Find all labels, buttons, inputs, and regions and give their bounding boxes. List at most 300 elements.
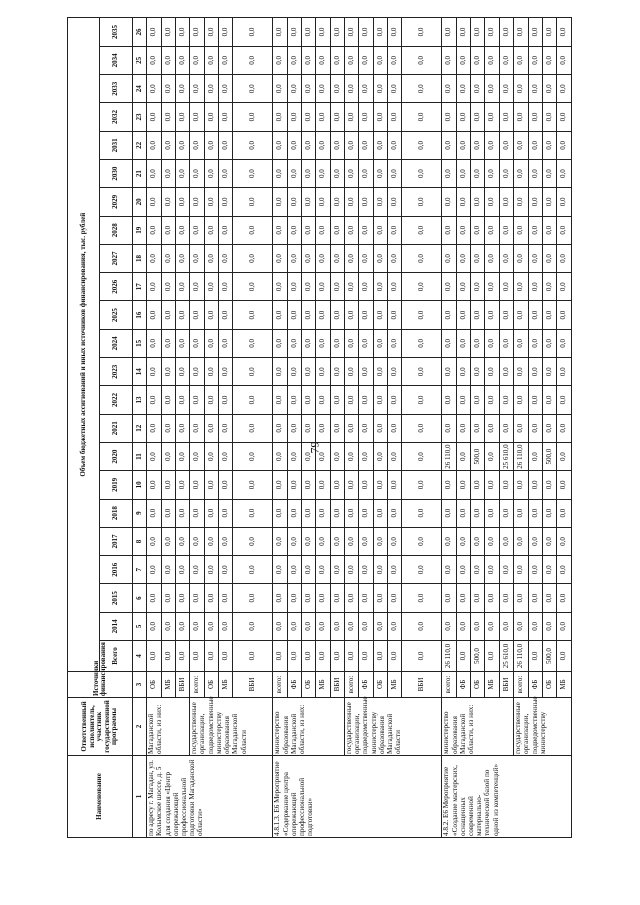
value-cell: 0,0 bbox=[345, 75, 359, 103]
value-cell: 0,0 bbox=[273, 386, 287, 414]
value-cell: 0,0 bbox=[287, 414, 301, 442]
value-cell: 0,0 bbox=[471, 358, 485, 386]
value-cell: 0,0 bbox=[161, 414, 175, 442]
value-cell: 0,0 bbox=[442, 556, 456, 584]
value-cell: 0,0 bbox=[388, 471, 402, 499]
value-cell: 0,0 bbox=[373, 301, 387, 329]
value-cell: 0,0 bbox=[442, 273, 456, 301]
value-cell: 0,0 bbox=[218, 159, 232, 187]
value-cell: 26 110,0 bbox=[514, 442, 528, 470]
value-cell: 0,0 bbox=[345, 301, 359, 329]
value-cell: 0,0 bbox=[402, 273, 442, 301]
value-cell: 0,0 bbox=[388, 556, 402, 584]
value-cell: 0,0 bbox=[345, 46, 359, 74]
value-cell: 0,0 bbox=[359, 442, 373, 470]
value-cell: 0,0 bbox=[330, 18, 344, 47]
value-cell: 0,0 bbox=[528, 131, 542, 159]
year-header-2027: 2027 bbox=[100, 244, 132, 272]
value-cell: 0,0 bbox=[161, 499, 175, 527]
value-cell: 0,0 bbox=[456, 556, 470, 584]
value-cell: 0,0 bbox=[402, 527, 442, 555]
value-cell: 0,0 bbox=[528, 527, 542, 555]
column-number: 13 bbox=[132, 386, 146, 414]
value-cell: 0,0 bbox=[528, 188, 542, 216]
value-cell: 26 110,0 bbox=[442, 641, 456, 672]
value-cell: 0,0 bbox=[273, 301, 287, 329]
value-cell: 0,0 bbox=[175, 584, 189, 612]
value-cell: 0,0 bbox=[528, 329, 542, 357]
value-cell: 0,0 bbox=[528, 159, 542, 187]
year-header-2021: 2021 bbox=[100, 414, 132, 442]
year-header-2029: 2029 bbox=[100, 188, 132, 216]
value-cell: 0,0 bbox=[373, 46, 387, 74]
value-cell: 0,0 bbox=[456, 471, 470, 499]
value-cell: 0,0 bbox=[147, 301, 161, 329]
value-cell: 0,0 bbox=[316, 556, 330, 584]
executor: государственные организации, подведомственные министерству образования Магаданской области bbox=[190, 698, 273, 756]
value-cell: 0,0 bbox=[204, 159, 218, 187]
value-cell: 0,0 bbox=[514, 131, 528, 159]
value-cell: 0,0 bbox=[233, 442, 273, 470]
year-header-2019: 2019 bbox=[100, 471, 132, 499]
year-header-2035: 2035 bbox=[100, 18, 132, 47]
value-cell: 0,0 bbox=[147, 159, 161, 187]
value-cell: 0,0 bbox=[161, 103, 175, 131]
value-cell: 0,0 bbox=[499, 556, 513, 584]
value-cell: 0,0 bbox=[273, 216, 287, 244]
value-cell: 0,0 bbox=[345, 584, 359, 612]
value-cell: 0,0 bbox=[345, 612, 359, 640]
value-cell: 0,0 bbox=[147, 131, 161, 159]
executor: государственные организации, подведомственные министерству образования Магаданской области bbox=[345, 698, 442, 756]
value-cell: 0,0 bbox=[456, 18, 470, 47]
value-cell: 0,0 bbox=[499, 301, 513, 329]
value-cell: 0,0 bbox=[456, 46, 470, 74]
value-cell: 0,0 bbox=[175, 442, 189, 470]
value-cell: 0,0 bbox=[359, 301, 373, 329]
value-cell: 0,0 bbox=[287, 188, 301, 216]
value-cell: 0,0 bbox=[345, 556, 359, 584]
value-cell: 0,0 bbox=[218, 244, 232, 272]
funding-source: МБ bbox=[388, 672, 402, 698]
value-cell: 0,0 bbox=[287, 556, 301, 584]
value-cell: 0,0 bbox=[402, 414, 442, 442]
value-cell: 0,0 bbox=[542, 556, 556, 584]
value-cell: 0,0 bbox=[316, 18, 330, 47]
value-cell: 0,0 bbox=[485, 414, 499, 442]
value-cell: 0,0 bbox=[233, 584, 273, 612]
value-cell: 0,0 bbox=[528, 244, 542, 272]
value-cell: 0,0 bbox=[456, 329, 470, 357]
value-cell: 0,0 bbox=[190, 131, 204, 159]
value-cell: 0,0 bbox=[373, 103, 387, 131]
finance-table-rotated bbox=[67, 18, 572, 838]
value-cell: 0,0 bbox=[161, 442, 175, 470]
value-cell: 0,0 bbox=[233, 244, 273, 272]
value-cell: 0,0 bbox=[402, 471, 442, 499]
value-cell: 0,0 bbox=[204, 471, 218, 499]
value-cell: 0,0 bbox=[190, 471, 204, 499]
funding-source: ОБ bbox=[471, 672, 485, 698]
value-cell: 0,0 bbox=[388, 386, 402, 414]
value-cell: 0,0 bbox=[373, 442, 387, 470]
value-cell: 0,0 bbox=[273, 103, 287, 131]
value-cell: 0,0 bbox=[514, 159, 528, 187]
value-cell: 0,0 bbox=[388, 358, 402, 386]
value-cell: 0,0 bbox=[528, 641, 542, 672]
value-cell: 0,0 bbox=[287, 244, 301, 272]
value-cell: 0,0 bbox=[471, 499, 485, 527]
column-number: 11 bbox=[132, 442, 146, 470]
value-cell: 0,0 bbox=[316, 641, 330, 672]
value-cell: 0,0 bbox=[359, 499, 373, 527]
value-cell: 0,0 bbox=[218, 499, 232, 527]
value-cell: 0,0 bbox=[190, 216, 204, 244]
value-cell: 0,0 bbox=[528, 612, 542, 640]
funding-source: ОБ bbox=[147, 672, 161, 698]
value-cell: 0,0 bbox=[542, 358, 556, 386]
value-cell: 0,0 bbox=[499, 18, 513, 47]
value-cell: 0,0 bbox=[190, 414, 204, 442]
value-cell: 0,0 bbox=[161, 527, 175, 555]
funding-source: МБ bbox=[218, 672, 232, 698]
value-cell: 0,0 bbox=[485, 386, 499, 414]
value-cell: 0,0 bbox=[542, 612, 556, 640]
value-cell: 0,0 bbox=[557, 18, 572, 47]
value-cell: 0,0 bbox=[302, 612, 316, 640]
value-cell: 0,0 bbox=[499, 159, 513, 187]
value-cell: 0,0 bbox=[161, 216, 175, 244]
value-cell: 0,0 bbox=[330, 301, 344, 329]
column-number: 17 bbox=[132, 273, 146, 301]
value-cell: 0,0 bbox=[273, 442, 287, 470]
value-cell: 0,0 bbox=[345, 499, 359, 527]
value-cell: 0,0 bbox=[233, 386, 273, 414]
value-cell: 0,0 bbox=[218, 103, 232, 131]
item-name: по адресу г. Магадан, ул. Колымское шоссе, д. 5 для создания «Центр опережающей профессиональной подготовки Магаданской области» bbox=[147, 756, 273, 838]
value-cell: 0,0 bbox=[147, 527, 161, 555]
value-cell: 0,0 bbox=[471, 471, 485, 499]
value-cell: 0,0 bbox=[161, 301, 175, 329]
value-cell: 0,0 bbox=[330, 499, 344, 527]
value-cell: 0,0 bbox=[528, 18, 542, 47]
header-funding-group: Объем бюджетных ассигнований и иных источников финансирования, тыс. рублей bbox=[68, 18, 100, 672]
value-cell: 0,0 bbox=[388, 329, 402, 357]
value-cell: 0,0 bbox=[330, 442, 344, 470]
value-cell: 0,0 bbox=[373, 386, 387, 414]
value-cell: 0,0 bbox=[557, 216, 572, 244]
value-cell: 0,0 bbox=[330, 584, 344, 612]
column-number: 22 bbox=[132, 131, 146, 159]
column-number: 1 bbox=[132, 756, 146, 838]
value-cell: 0,0 bbox=[218, 584, 232, 612]
value-cell: 0,0 bbox=[402, 442, 442, 470]
value-cell: 0,0 bbox=[514, 46, 528, 74]
value-cell: 0,0 bbox=[514, 273, 528, 301]
value-cell: 0,0 bbox=[471, 556, 485, 584]
value-cell: 0,0 bbox=[330, 527, 344, 555]
value-cell: 0,0 bbox=[499, 46, 513, 74]
value-cell: 0,0 bbox=[557, 584, 572, 612]
year-header-2022: 2022 bbox=[100, 386, 132, 414]
value-cell: 0,0 bbox=[190, 18, 204, 47]
column-number: 26 bbox=[132, 18, 146, 47]
value-cell: 0,0 bbox=[302, 18, 316, 47]
value-cell: 0,0 bbox=[542, 301, 556, 329]
year-header-2018: 2018 bbox=[100, 499, 132, 527]
value-cell: 0,0 bbox=[359, 527, 373, 555]
value-cell: 0,0 bbox=[316, 584, 330, 612]
value-cell: 0,0 bbox=[273, 18, 287, 47]
value-cell: 0,0 bbox=[471, 216, 485, 244]
value-cell: 0,0 bbox=[302, 386, 316, 414]
funding-source: ФБ bbox=[287, 672, 301, 698]
value-cell: 0,0 bbox=[345, 414, 359, 442]
value-cell: 0,0 bbox=[471, 386, 485, 414]
value-cell: 0,0 bbox=[499, 188, 513, 216]
value-cell: 0,0 bbox=[218, 273, 232, 301]
value-cell: 0,0 bbox=[373, 244, 387, 272]
value-cell: 0,0 bbox=[175, 273, 189, 301]
value-cell: 0,0 bbox=[373, 358, 387, 386]
value-cell: 0,0 bbox=[287, 612, 301, 640]
value-cell: 0,0 bbox=[316, 527, 330, 555]
value-cell: 0,0 bbox=[442, 244, 456, 272]
value-cell: 0,0 bbox=[514, 471, 528, 499]
funding-source: ФБ bbox=[456, 672, 470, 698]
value-cell: 0,0 bbox=[302, 584, 316, 612]
value-cell: 0,0 bbox=[190, 527, 204, 555]
value-cell: 0,0 bbox=[442, 329, 456, 357]
item-name: 4.8.2. Е6 Мероприятие «Создание мастерских, оснащенных современной материально-технической базой по одной из компетенций» bbox=[442, 756, 572, 838]
value-cell: 0,0 bbox=[557, 471, 572, 499]
value-cell: 0,0 bbox=[273, 131, 287, 159]
value-cell: 0,0 bbox=[485, 273, 499, 301]
value-cell: 0,0 bbox=[273, 159, 287, 187]
funding-source: МБ bbox=[557, 672, 572, 698]
value-cell: 0,0 bbox=[402, 216, 442, 244]
value-cell: 0,0 bbox=[204, 414, 218, 442]
value-cell: 0,0 bbox=[302, 358, 316, 386]
value-cell: 0,0 bbox=[442, 499, 456, 527]
value-cell: 0,0 bbox=[175, 46, 189, 74]
value-cell: 0,0 bbox=[233, 329, 273, 357]
value-cell: 0,0 bbox=[471, 75, 485, 103]
value-cell: 0,0 bbox=[287, 329, 301, 357]
value-cell: 0,0 bbox=[542, 414, 556, 442]
value-cell: 0,0 bbox=[499, 386, 513, 414]
value-cell: 0,0 bbox=[175, 499, 189, 527]
year-header-2015: 2015 bbox=[100, 584, 132, 612]
value-cell: 0,0 bbox=[373, 329, 387, 357]
value-cell: 0,0 bbox=[471, 527, 485, 555]
value-cell: 26 110,0 bbox=[442, 442, 456, 470]
value-cell: 0,0 bbox=[316, 499, 330, 527]
value-cell: 0,0 bbox=[514, 329, 528, 357]
table-row bbox=[442, 18, 456, 838]
value-cell: 0,0 bbox=[233, 159, 273, 187]
value-cell: 0,0 bbox=[456, 188, 470, 216]
value-cell: 0,0 bbox=[456, 216, 470, 244]
value-cell: 0,0 bbox=[485, 527, 499, 555]
value-cell: 0,0 bbox=[147, 216, 161, 244]
value-cell: 0,0 bbox=[542, 75, 556, 103]
value-cell: 0,0 bbox=[204, 131, 218, 159]
value-cell: 0,0 bbox=[514, 527, 528, 555]
value-cell: 0,0 bbox=[542, 188, 556, 216]
column-number: 7 bbox=[132, 556, 146, 584]
funding-source: ВБИ bbox=[499, 672, 513, 698]
value-cell: 0,0 bbox=[287, 471, 301, 499]
value-cell: 0,0 bbox=[233, 556, 273, 584]
funding-source: МБ bbox=[485, 672, 499, 698]
value-cell: 0,0 bbox=[359, 103, 373, 131]
value-cell: 0,0 bbox=[402, 358, 442, 386]
value-cell: 0,0 bbox=[373, 556, 387, 584]
value-cell: 0,0 bbox=[316, 131, 330, 159]
value-cell: 0,0 bbox=[456, 159, 470, 187]
value-cell: 0,0 bbox=[388, 131, 402, 159]
value-cell: 0,0 bbox=[471, 329, 485, 357]
value-cell: 0,0 bbox=[373, 641, 387, 672]
value-cell: 0,0 bbox=[528, 442, 542, 470]
value-cell: 0,0 bbox=[373, 499, 387, 527]
column-number: 4 bbox=[132, 641, 146, 672]
funding-source: ОБ bbox=[302, 672, 316, 698]
value-cell: 0,0 bbox=[373, 75, 387, 103]
value-cell: 0,0 bbox=[218, 301, 232, 329]
table-header-row bbox=[68, 18, 100, 838]
value-cell: 0,0 bbox=[388, 301, 402, 329]
value-cell: 0,0 bbox=[147, 584, 161, 612]
value-cell: 0,0 bbox=[557, 527, 572, 555]
value-cell: 0,0 bbox=[514, 75, 528, 103]
value-cell: 0,0 bbox=[190, 641, 204, 672]
value-cell: 0,0 bbox=[485, 301, 499, 329]
value-cell: 0,0 bbox=[273, 499, 287, 527]
value-cell: 0,0 bbox=[190, 499, 204, 527]
value-cell: 0,0 bbox=[161, 131, 175, 159]
value-cell: 0,0 bbox=[218, 471, 232, 499]
value-cell: 0,0 bbox=[542, 584, 556, 612]
value-cell: 0,0 bbox=[273, 188, 287, 216]
value-cell: 0,0 bbox=[485, 131, 499, 159]
value-cell: 0,0 bbox=[175, 358, 189, 386]
value-cell: 0,0 bbox=[204, 46, 218, 74]
value-cell: 0,0 bbox=[528, 386, 542, 414]
value-cell: 0,0 bbox=[273, 273, 287, 301]
value-cell: 0,0 bbox=[485, 46, 499, 74]
value-cell: 0,0 bbox=[147, 442, 161, 470]
value-cell: 0,0 bbox=[485, 358, 499, 386]
value-cell: 0,0 bbox=[175, 556, 189, 584]
value-cell: 0,0 bbox=[147, 46, 161, 74]
value-cell: 0,0 bbox=[471, 273, 485, 301]
value-cell: 0,0 bbox=[345, 131, 359, 159]
value-cell: 0,0 bbox=[373, 273, 387, 301]
value-cell: 0,0 bbox=[557, 103, 572, 131]
value-cell: 0,0 bbox=[273, 527, 287, 555]
value-cell: 0,0 bbox=[471, 301, 485, 329]
value-cell: 0,0 bbox=[471, 612, 485, 640]
column-number: 9 bbox=[132, 499, 146, 527]
value-cell: 0,0 bbox=[499, 131, 513, 159]
value-cell: 0,0 bbox=[499, 75, 513, 103]
funding-source: всего: bbox=[273, 672, 287, 698]
value-cell: 0,0 bbox=[161, 612, 175, 640]
value-cell: 0,0 bbox=[175, 216, 189, 244]
value-cell: 0,0 bbox=[373, 18, 387, 47]
value-cell: 0,0 bbox=[233, 527, 273, 555]
value-cell: 0,0 bbox=[542, 18, 556, 47]
value-cell: 0,0 bbox=[359, 216, 373, 244]
value-cell: 0,0 bbox=[190, 273, 204, 301]
value-cell: 0,0 bbox=[147, 414, 161, 442]
column-number: 23 bbox=[132, 103, 146, 131]
value-cell: 0,0 bbox=[147, 556, 161, 584]
header-source: Источники финансирования bbox=[68, 672, 133, 698]
column-number: 21 bbox=[132, 159, 146, 187]
value-cell: 25 610,0 bbox=[499, 641, 513, 672]
value-cell: 0,0 bbox=[316, 414, 330, 442]
value-cell: 0,0 bbox=[402, 18, 442, 47]
value-cell: 0,0 bbox=[302, 471, 316, 499]
value-cell: 0,0 bbox=[161, 159, 175, 187]
value-cell: 0,0 bbox=[218, 188, 232, 216]
value-cell: 0,0 bbox=[388, 18, 402, 47]
value-cell: 0,0 bbox=[373, 159, 387, 187]
value-cell: 0,0 bbox=[514, 301, 528, 329]
value-cell: 0,0 bbox=[287, 499, 301, 527]
value-cell: 0,0 bbox=[302, 75, 316, 103]
value-cell: 0,0 bbox=[218, 18, 232, 47]
value-cell: 0,0 bbox=[542, 216, 556, 244]
value-cell: 0,0 bbox=[345, 442, 359, 470]
table-body bbox=[68, 18, 572, 838]
value-cell: 0,0 bbox=[528, 273, 542, 301]
value-cell: 0,0 bbox=[147, 358, 161, 386]
year-header-2026: 2026 bbox=[100, 273, 132, 301]
value-cell: 0,0 bbox=[287, 301, 301, 329]
value-cell: 0,0 bbox=[316, 216, 330, 244]
value-cell: 0,0 bbox=[330, 471, 344, 499]
value-cell: 0,0 bbox=[147, 103, 161, 131]
value-cell: 0,0 bbox=[359, 329, 373, 357]
value-cell: 0,0 bbox=[218, 358, 232, 386]
value-cell: 0,0 bbox=[147, 273, 161, 301]
column-number: 25 bbox=[132, 46, 146, 74]
value-cell: 0,0 bbox=[402, 244, 442, 272]
value-cell: 0,0 bbox=[233, 612, 273, 640]
year-header-2031: 2031 bbox=[100, 131, 132, 159]
value-cell: 0,0 bbox=[388, 46, 402, 74]
value-cell: 0,0 bbox=[542, 244, 556, 272]
value-cell: 0,0 bbox=[542, 131, 556, 159]
value-cell: 0,0 bbox=[302, 273, 316, 301]
value-cell: 0,0 bbox=[161, 244, 175, 272]
year-header-2025: 2025 bbox=[100, 301, 132, 329]
value-cell: 0,0 bbox=[528, 584, 542, 612]
value-cell: 0,0 bbox=[204, 358, 218, 386]
value-cell: 0,0 bbox=[302, 641, 316, 672]
value-cell: 0,0 bbox=[514, 386, 528, 414]
value-cell: 0,0 bbox=[233, 499, 273, 527]
value-cell: 0,0 bbox=[456, 641, 470, 672]
value-cell: 0,0 bbox=[147, 188, 161, 216]
value-cell: 0,0 bbox=[175, 386, 189, 414]
value-cell: 0,0 bbox=[345, 244, 359, 272]
value-cell: 0,0 bbox=[273, 75, 287, 103]
